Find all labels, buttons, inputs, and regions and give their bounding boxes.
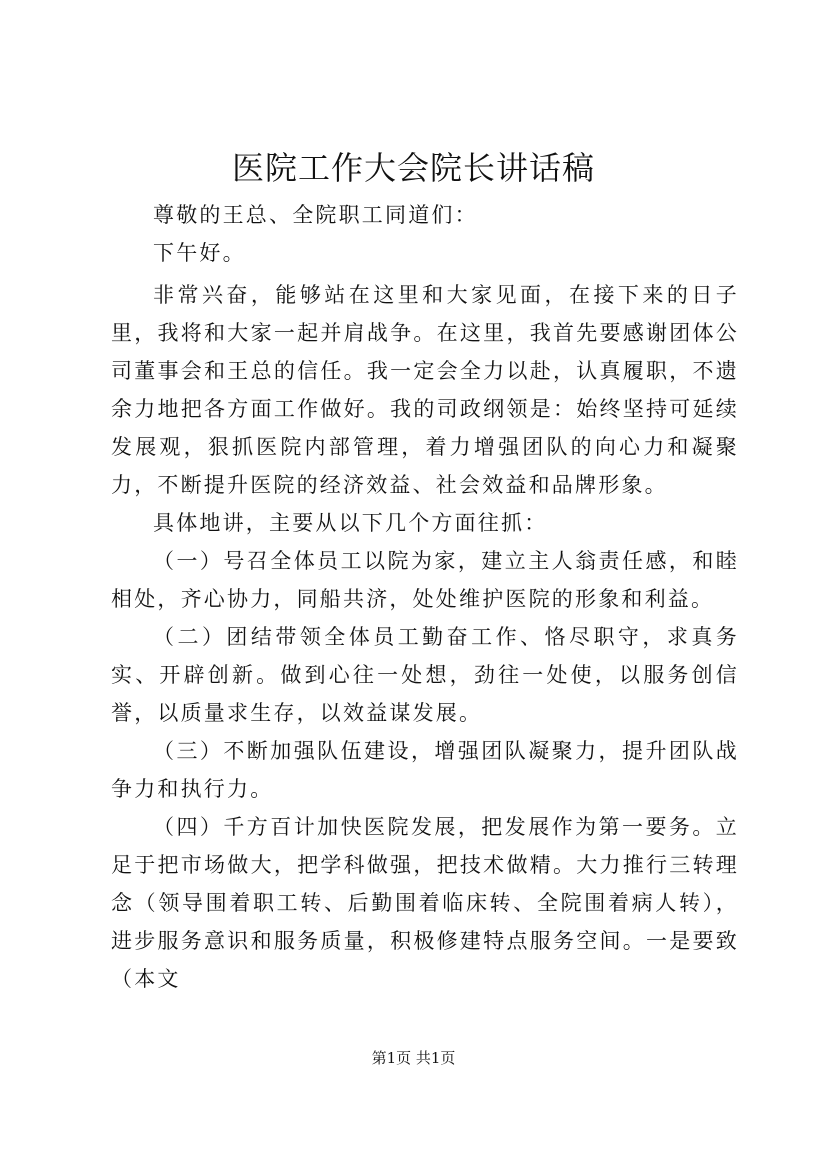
document-body	[111, 196, 739, 998]
paragraph-salutation: 下午好。	[153, 241, 246, 265]
document-title: 医院工作大会院长讲话稿	[231, 149, 595, 187]
paragraph-greeting: 尊敬的王总、全院职工同道们：	[153, 203, 478, 227]
paragraph-overview: 具体地讲，主要从以下几个方面往抓：	[153, 511, 548, 535]
page-footer: 第1页 共1页	[371, 1049, 456, 1067]
paragraph-point-3: （三）不断加强队伍建设，增强团队凝聚力，提升团队战争力和执行力。	[111, 739, 739, 801]
paragraph-point-4: （四）千方百计加快医院发展，把发展作为第一要务。立足于把市场做大，把学科做强，把技术做精。大力推行三转理念（领导围着职工转、后勤围着临床转、全院围着病人转），进步服务意识和服务质量，积极修建特点服务空间。一是要致（本文	[111, 815, 739, 991]
paragraph-point-2: （二）团结带领全体员工勤奋工作、恪尽职守，求真务实、开辟创新。做到心往一处想，劲往一处使，以服务创信誉，以质量求生存，以效益谋发展。	[111, 625, 739, 725]
paragraph-introduction: 非常兴奋，能够站在这里和大家见面，在接下来的日子里，我将和大家一起并肩战争。在这里，我首先要感谢团体公司董事会和王总的信任。我一定会全力以赴，认真履职，不遗余力地把各方面工作做好。我的司政纲领是：始终坚持可延续发展观，狠抓医院内部管理，着力增强团队的向心力和凝聚力，不断提升医院的经济效益、社会效益和品牌形象。	[111, 283, 739, 497]
paragraph-point-1: （一）号召全体员工以院为家，建立主人翁责任感，和睦相处，齐心协力，同船共济，处处维护医院的形象和利益。	[111, 549, 739, 611]
